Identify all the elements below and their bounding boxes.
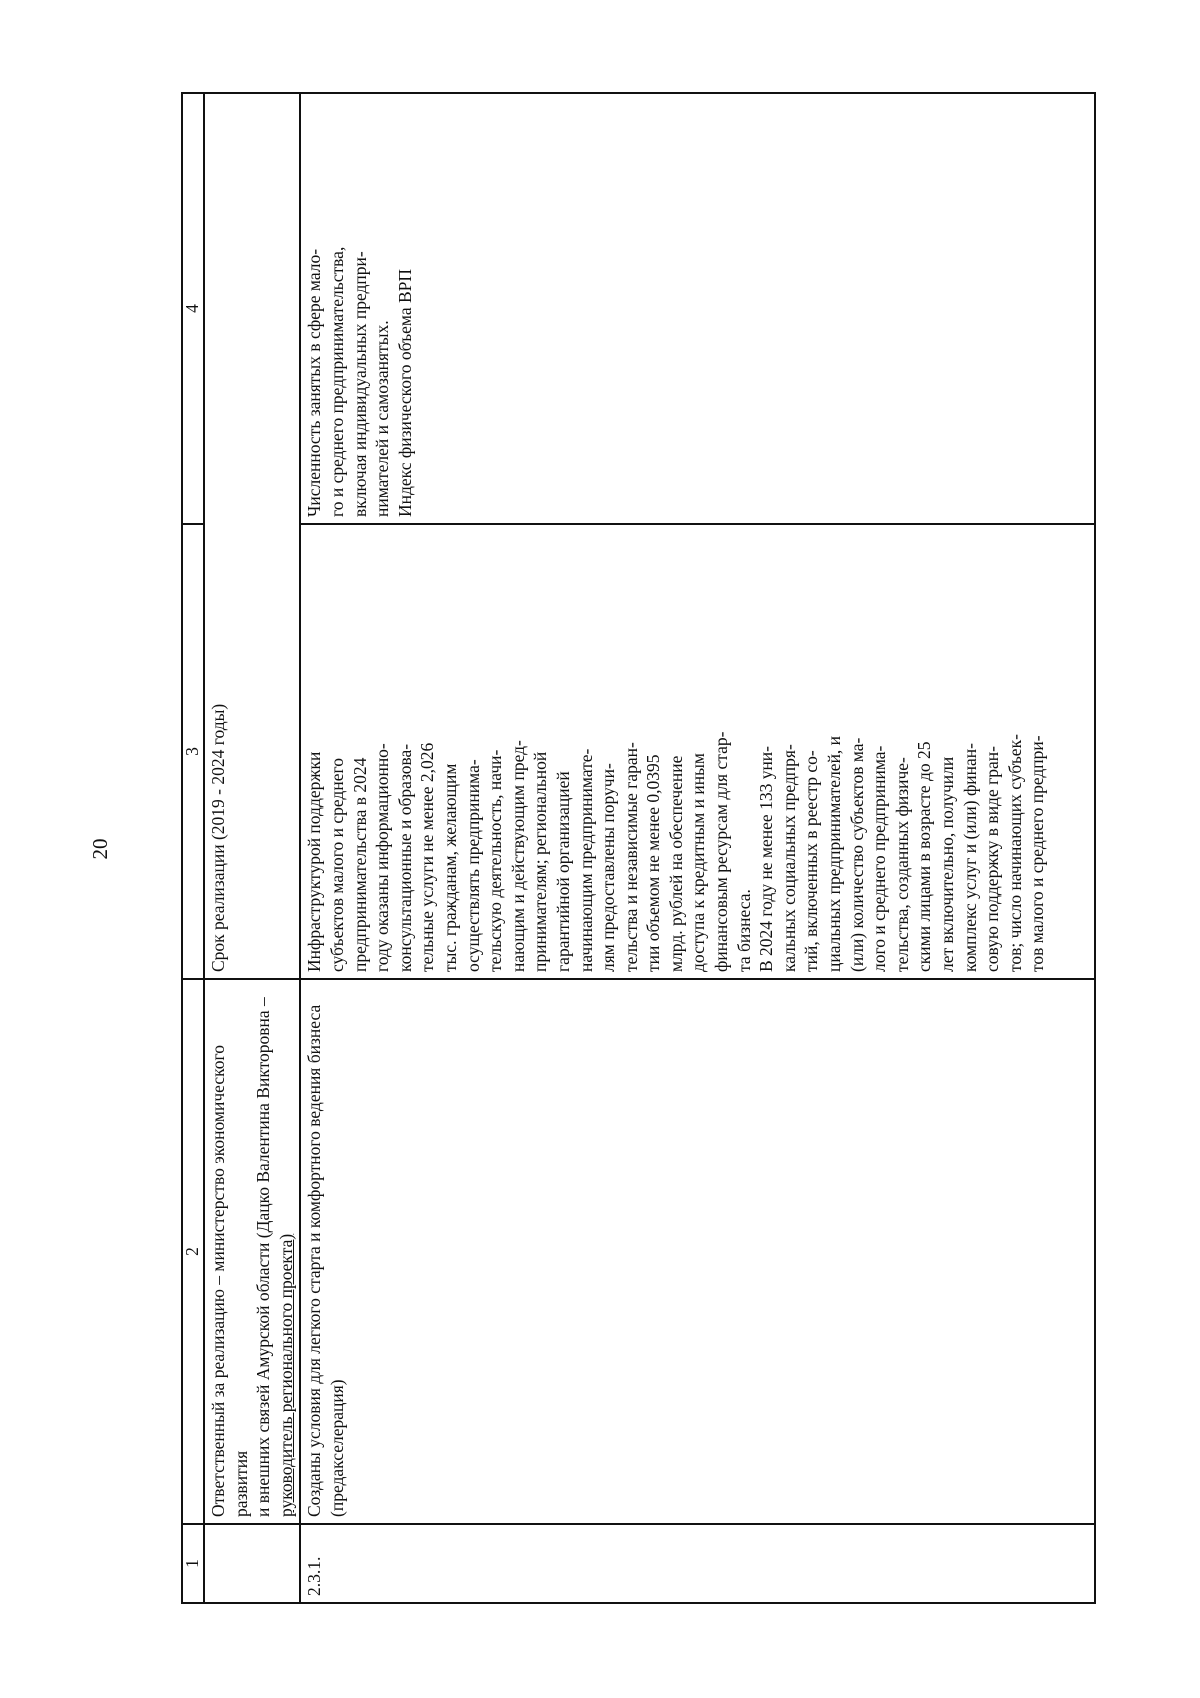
header-col-4: 4 xyxy=(182,93,204,524)
table-row xyxy=(300,93,1095,1603)
row-number-cell: 2.3.1. xyxy=(300,1524,1095,1603)
responsible-empty-cell xyxy=(204,1524,300,1603)
row-indicators-cell: Численность занятых в сфере мало- го и среднего предпринимательства, включая индивидуальных предпри- нимателей и самозанятых. Индекс физического объема ВРП xyxy=(300,93,1095,524)
responsible-line-2: и внешних связей Амурской области (Дацко Валентина Викторовна – xyxy=(253,997,274,1517)
table-header-row xyxy=(182,93,204,1603)
responsible-line-1: Ответственный за реализацию – министерство экономического развития xyxy=(208,1045,251,1517)
project-table xyxy=(181,92,1096,1604)
rotated-page-content xyxy=(181,94,1096,1604)
row-results-cell: Инфраструктурой поддержки субъектов малого и среднего предпринимательства в 2024 году оказаны информационно- консультационные и образова- тельные услуги не менее 2,026 тыс. гражданам, желающим осуществлять предпринима- тельскую деятельность, начи- нающим и действующим пред- принимателям; региональной гарантийной организацией начинающим предпринимате- лям предоставлены поручи- тельства и независимые гаран- тии объемом не менее 0,0395 млрд. рублей на обеспечение доступа к кредитным и иным финансовым ресурсам для стар- та бизнеса. В 2024 году не менее 133 уни- кальных социальных предпря- тий, включенных в реестр со- циальных предпринимателей, и (или) количество субъектов ма- лого и среднего предпринима- тельства, созданных физиче- скими лицами в возрасте до 25 лет включительно, получили комплекс услуг и (или) финан- совую поддержку в виде гран- тов; число начинающих субъек- тов малого и среднего предпри- xyxy=(300,524,1095,979)
header-col-2: 2 xyxy=(182,979,204,1524)
responsible-line-3: руководитель регионального проекта) xyxy=(275,1233,296,1517)
header-col-3: 3 xyxy=(182,524,204,979)
responsible-cell xyxy=(204,979,300,1524)
row-title-cell: Созданы условия для легкого старта и комфортного ведения бизнеса (предакселерация) xyxy=(300,979,1095,1524)
header-col-1: 1 xyxy=(182,1524,204,1603)
page-number: 20 xyxy=(88,838,112,860)
responsible-row xyxy=(204,93,300,1603)
implementation-term-cell: Срок реализации (2019 - 2024 годы) xyxy=(204,93,300,979)
